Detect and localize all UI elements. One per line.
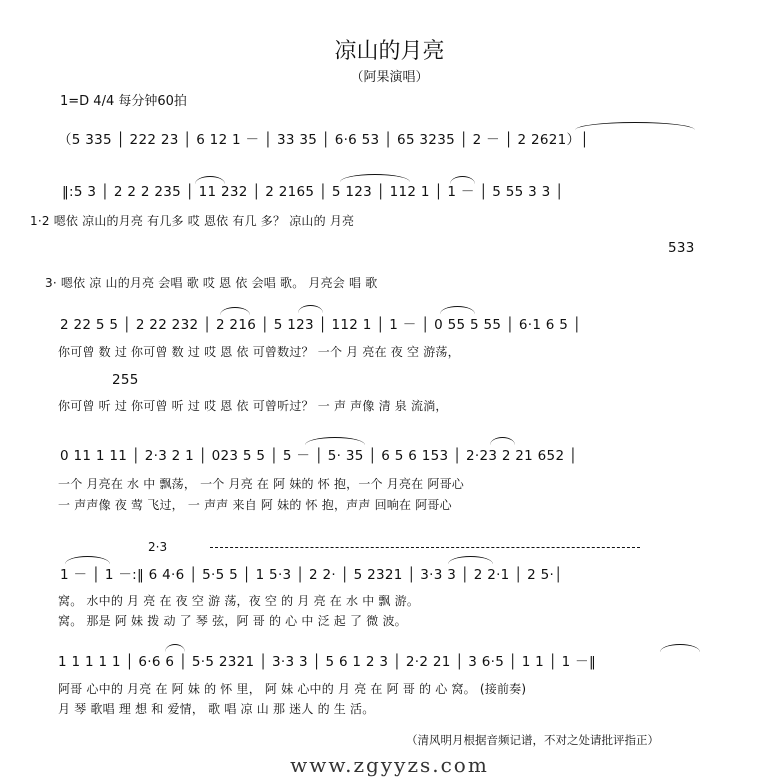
slur-mark xyxy=(450,176,475,184)
volta-dashed-line xyxy=(210,547,640,548)
watermark: www.zgyyzs.com xyxy=(290,753,489,777)
slur-mark xyxy=(448,556,493,564)
slur-mark xyxy=(220,307,250,315)
lyric-a-line4: 你可曾 数 过 你可曾 数 过 哎 恩 依 可曾数过？ 一个 月 亮在 夜 空 游荡， xyxy=(58,345,460,359)
lyric-a-line5: 一个 月亮在 水 中 飘荡， 一个 月亮 在 阿 妹的 怀 抱，一个 月亮在 阿哥心 xyxy=(58,477,464,491)
tie-mark xyxy=(575,122,695,130)
notation-alt-533: 533 xyxy=(668,240,695,256)
slur-mark xyxy=(340,174,410,182)
notation-alt-255: 255 xyxy=(112,372,139,388)
lyric-b-line7: 月 琴 歌唱 理 想 和 爱情， 歌 唱 凉 山 那 迷人 的 生 活。 xyxy=(58,702,375,716)
slur-mark xyxy=(195,176,225,184)
lyric-verse12-line2: 1·2 嗯依 凉山的月亮 有几多 哎 恩依 有几 多？ 凉山的 月亮 xyxy=(30,214,355,228)
notation-line-2: ‖:5 3 │ 2 2 2 235 │ 11 232 │ 2 2165 │ 5 123 │ 112 1 │ 1 － │ 5 55 3 3 │ xyxy=(62,184,564,200)
slur-mark xyxy=(440,306,475,314)
notation-line-7: 1 1 1 1 1 │ 6·6 6 │ 5·5 2321 │ 3·3 3 │ 5 6 1 2 3 │ 2·2 21 │ 3 6·5 │ 1 1 │ 1 －‖ xyxy=(58,654,597,670)
lyric-b-line5: 一 声声像 夜 莺 飞过， 一 声声 来自 阿 妹的 怀 抱，声声 回响在 阿哥心 xyxy=(58,498,452,512)
slur-mark xyxy=(490,437,515,445)
notation-line-intro: （5 335 │ 222 23 │ 6 12 1 － │ 33 35 │ 6·6 53 │ 65 3235 │ 2 － │ 2 2621）│ xyxy=(58,132,589,148)
notation-line-6: 1 － │ 1 －:‖ 6 4·6 │ 5·5 5 │ 1 5·3 │ 2 2· │ 5 2321 │ 3·3 3 │ 2 2·1 │ 2 5·│ xyxy=(60,567,563,583)
performer: （阿果演唱） xyxy=(350,70,429,85)
lyric-verse3-line2: 3· 嗯依 凉 山的月亮 会唱 歌 哎 恩 依 会唱 歌。 月亮会 唱 歌 xyxy=(45,276,378,290)
lyric-a-line6: 窝。 水中的 月 亮 在 夜 空 游 荡，夜 空 的 月 亮 在 水 中 飘 游。 xyxy=(58,594,420,608)
transcriber-note: （清风明月根据音频记谱，不对之处请批评指正） xyxy=(406,733,659,747)
tie-mark xyxy=(660,644,700,652)
notation-line-4: 2 22 5 5 │ 2 22 232 │ 2 216 │ 5 123 │ 112 1 │ 1 － │ 0 55 5 55 │ 6·1 6 5 │ xyxy=(60,317,582,333)
song-title: 凉山的月亮 xyxy=(334,39,445,64)
key-signature: 1=D 4/4 每分钟60拍 xyxy=(60,94,187,109)
lyric-a-line7: 阿哥 心中的 月亮 在 阿 妹 的 怀 里， 阿 妹 心中的 月 亮 在 阿 哥 的 心 窝。 (接前奏) xyxy=(58,682,527,696)
tie-mark xyxy=(65,556,110,564)
slur-mark xyxy=(298,305,323,313)
lyric-b-line6: 窝。 那是 阿 妹 拨 动 了 琴 弦，阿 哥 的 心 中 泛 起 了 微 波。 xyxy=(58,614,407,628)
slur-mark xyxy=(165,644,185,652)
volta-label: 2·3 xyxy=(148,540,168,554)
lyric-b-line4: 你可曾 听 过 你可曾 听 过 哎 恩 依 可曾听过？ 一 声 声像 清 泉 流淌， xyxy=(58,399,448,413)
notation-line-5: 0 11 1 11 │ 2·3 2 1 │ 023 5 5 │ 5 － │ 5· 35 │ 6 5 6 153 │ 2·23 2 21 652 │ xyxy=(60,448,578,464)
slur-mark xyxy=(305,437,365,445)
